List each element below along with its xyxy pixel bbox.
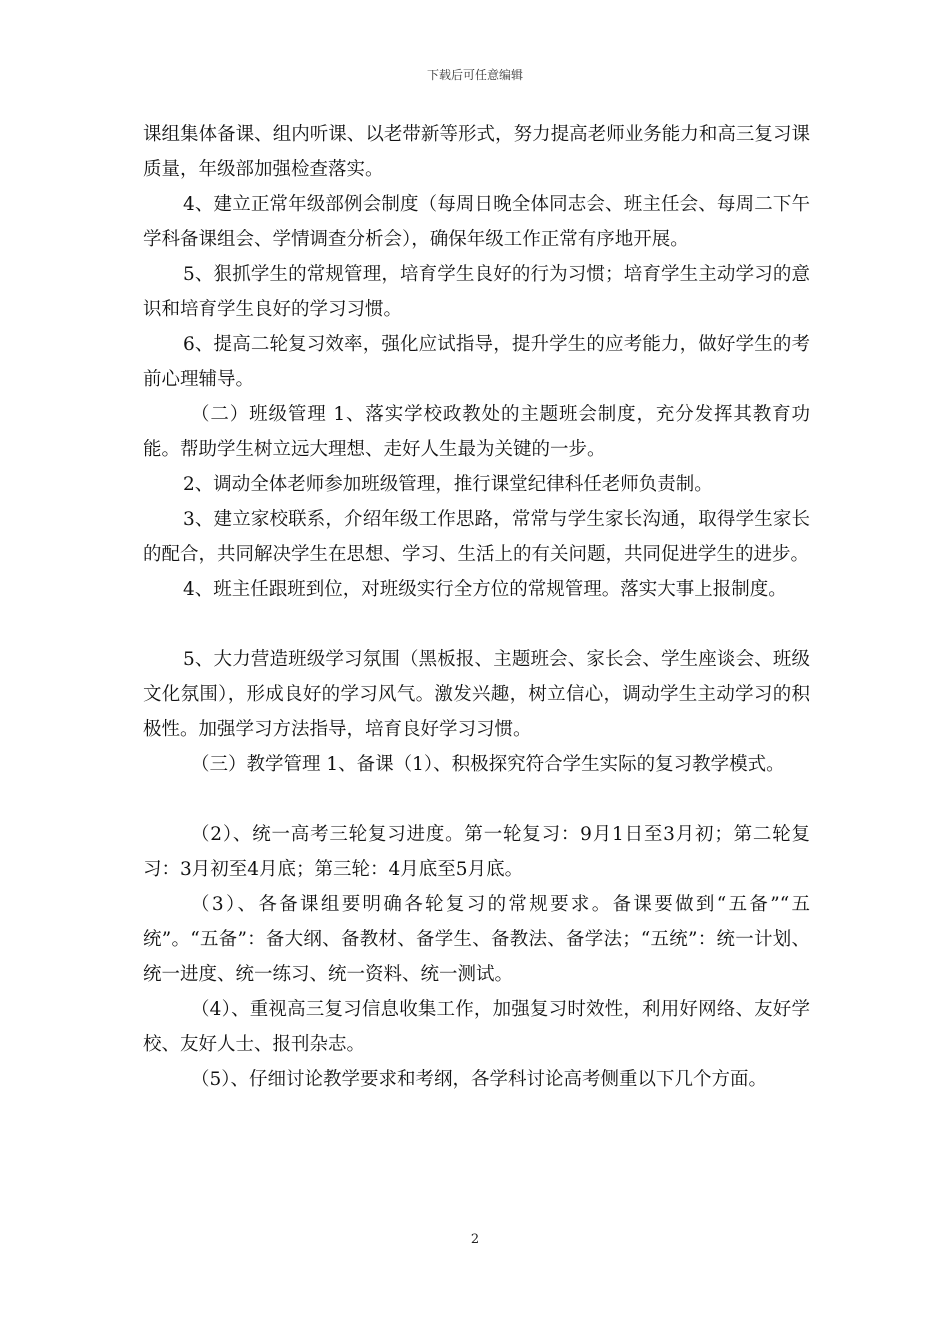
document-body [143,117,810,1097]
paragraph-teaching-management: （三）教学管理 1、备课（1）、积极探究符合学生实际的复习教学模式。 [191,754,785,775]
paragraph-class-item-2: 2、调动全体老师参加班级管理，推行课堂纪律科任老师负责制。 [183,474,713,495]
paragraph-class-item-5: 5、大力营造班级学习氛围（黑板报、主题班会、家长会、学生座谈会、班级文化氛围），形成良好的学习风气。激发兴趣，树立信心，调动学生主动学习的积极性。加强学习方法指导，培育良好学习习惯。 [143,649,810,740]
page-header: 下载后可任意编辑 [426,68,523,82]
paragraph-continuation: 课组集体备课、组内听课、以老带新等形式，努力提高老师业务能力和高三复习课质量，年级部加强检查落实。 [143,124,810,180]
paragraph-item-4: 4、建立正常年级部例会制度（每周日晚全体同志会、班主任会、每周二下午学科备课组会、学情调查分析会），确保年级工作正常有序地开展。 [143,194,810,250]
paragraph-item-6: 6、提高二轮复习效率，强化应试指导，提升学生的应考能力，做好学生的考前心理辅导。 [143,334,810,390]
paragraph-teaching-item-5: （5）、仔细讨论教学要求和考纲，各学科讨论高考侧重以下几个方面。 [191,1069,768,1090]
paragraph-teaching-item-2: （2）、统一高考三轮复习进度。第一轮复习：9月1日至3月初；第二轮复习：3月初至4月底；第三轮：4月底至5月底。 [143,824,810,880]
paragraph-class-management: （二）班级管理 1、落实学校政教处的主题班会制度，充分发挥其教育功能。帮助学生树立远大理想、走好人生最为关键的一步。 [143,404,810,460]
paragraph-gap [143,607,810,642]
paragraph-class-item-3: 3、建立家校联系，介绍年级工作思路，常常与学生家长沟通，取得学生家长的配合，共同解决学生在思想、学习、生活上的有关问题，共同促进学生的进步。 [143,509,810,565]
paragraph-item-5: 5、狠抓学生的常规管理，培育学生良好的行为习惯；培育学生主动学习的意识和培育学生良好的学习习惯。 [143,264,810,320]
paragraph-gap [143,782,810,817]
paragraph-teaching-item-4: （4）、重视高三复习信息收集工作，加强复习时效性，利用好网络、友好学校、友好人士、报刊杂志。 [143,999,810,1055]
paragraph-teaching-item-3: （3）、各备课组要明确各轮复习的常规要求。备课要做到“五备”“五统”。“五备”：备大纲、备教材、备学生、备教法、备学法；“五统”：统一计划、统一进度、统一练习、统一资料、统一测试。 [143,894,810,985]
paragraph-class-item-4: 4、班主任跟班到位，对班级实行全方位的常规管理。落实大事上报制度。 [183,579,787,600]
page-number: 2 [470,1232,480,1247]
